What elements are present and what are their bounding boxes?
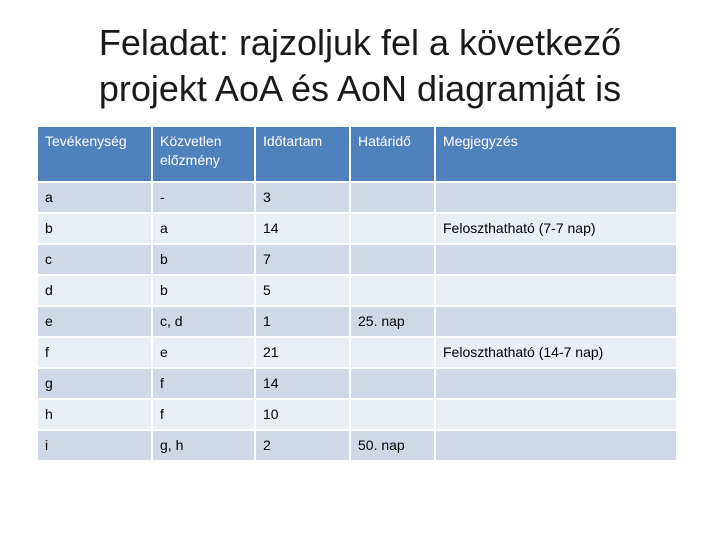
cell-note xyxy=(435,306,677,337)
cell-activity: a xyxy=(37,182,152,213)
header-activity: Tevékenység xyxy=(37,126,152,182)
table-row xyxy=(37,399,677,430)
table-header-row xyxy=(37,126,677,182)
cell-predecessor: b xyxy=(152,244,255,275)
table-row xyxy=(37,182,677,213)
cell-predecessor: b xyxy=(152,275,255,306)
cell-activity: d xyxy=(37,275,152,306)
cell-predecessor: c, d xyxy=(152,306,255,337)
cell-duration: 14 xyxy=(255,213,350,244)
cell-predecessor: - xyxy=(152,182,255,213)
cell-note: Feloszthatható (14-7 nap) xyxy=(435,337,677,368)
cell-activity: g xyxy=(37,368,152,399)
table-row xyxy=(37,430,677,461)
cell-deadline xyxy=(350,275,435,306)
cell-predecessor: f xyxy=(152,368,255,399)
cell-deadline xyxy=(350,182,435,213)
activity-table xyxy=(36,125,678,462)
cell-predecessor: e xyxy=(152,337,255,368)
table-row xyxy=(37,306,677,337)
table-row xyxy=(37,244,677,275)
cell-note xyxy=(435,275,677,306)
cell-duration: 14 xyxy=(255,368,350,399)
cell-predecessor: g, h xyxy=(152,430,255,461)
cell-note xyxy=(435,399,677,430)
cell-deadline xyxy=(350,399,435,430)
cell-duration: 5 xyxy=(255,275,350,306)
cell-activity: b xyxy=(37,213,152,244)
cell-duration: 21 xyxy=(255,337,350,368)
cell-activity: e xyxy=(37,306,152,337)
table-row xyxy=(37,368,677,399)
cell-predecessor: f xyxy=(152,399,255,430)
table-row xyxy=(37,275,677,306)
cell-deadline: 50. nap xyxy=(350,430,435,461)
slide-title-line-2: projekt AoA és AoN diagramját is xyxy=(98,68,622,109)
header-deadline: Határidő xyxy=(350,126,435,182)
cell-activity: c xyxy=(37,244,152,275)
cell-duration: 2 xyxy=(255,430,350,461)
cell-deadline xyxy=(350,213,435,244)
cell-note xyxy=(435,244,677,275)
cell-note: Feloszthatható (7-7 nap) xyxy=(435,213,677,244)
cell-activity: h xyxy=(37,399,152,430)
cell-note xyxy=(435,182,677,213)
cell-duration: 10 xyxy=(255,399,350,430)
cell-activity: f xyxy=(37,337,152,368)
cell-deadline: 25. nap xyxy=(350,306,435,337)
cell-note xyxy=(435,368,677,399)
slide-title xyxy=(40,20,680,112)
cell-activity: i xyxy=(37,430,152,461)
slide-title-line-1: Feladat: rajzoljuk fel a következő xyxy=(98,22,622,63)
table-row xyxy=(37,213,677,244)
cell-deadline xyxy=(350,368,435,399)
table-row xyxy=(37,337,677,368)
cell-predecessor: a xyxy=(152,213,255,244)
cell-deadline xyxy=(350,337,435,368)
cell-note xyxy=(435,430,677,461)
cell-duration: 1 xyxy=(255,306,350,337)
cell-duration: 3 xyxy=(255,182,350,213)
cell-deadline xyxy=(350,244,435,275)
header-note: Megjegyzés xyxy=(435,126,677,182)
cell-duration: 7 xyxy=(255,244,350,275)
header-duration: Időtartam xyxy=(255,126,350,182)
header-predecessor: Közvetlen előzmény xyxy=(152,126,255,182)
